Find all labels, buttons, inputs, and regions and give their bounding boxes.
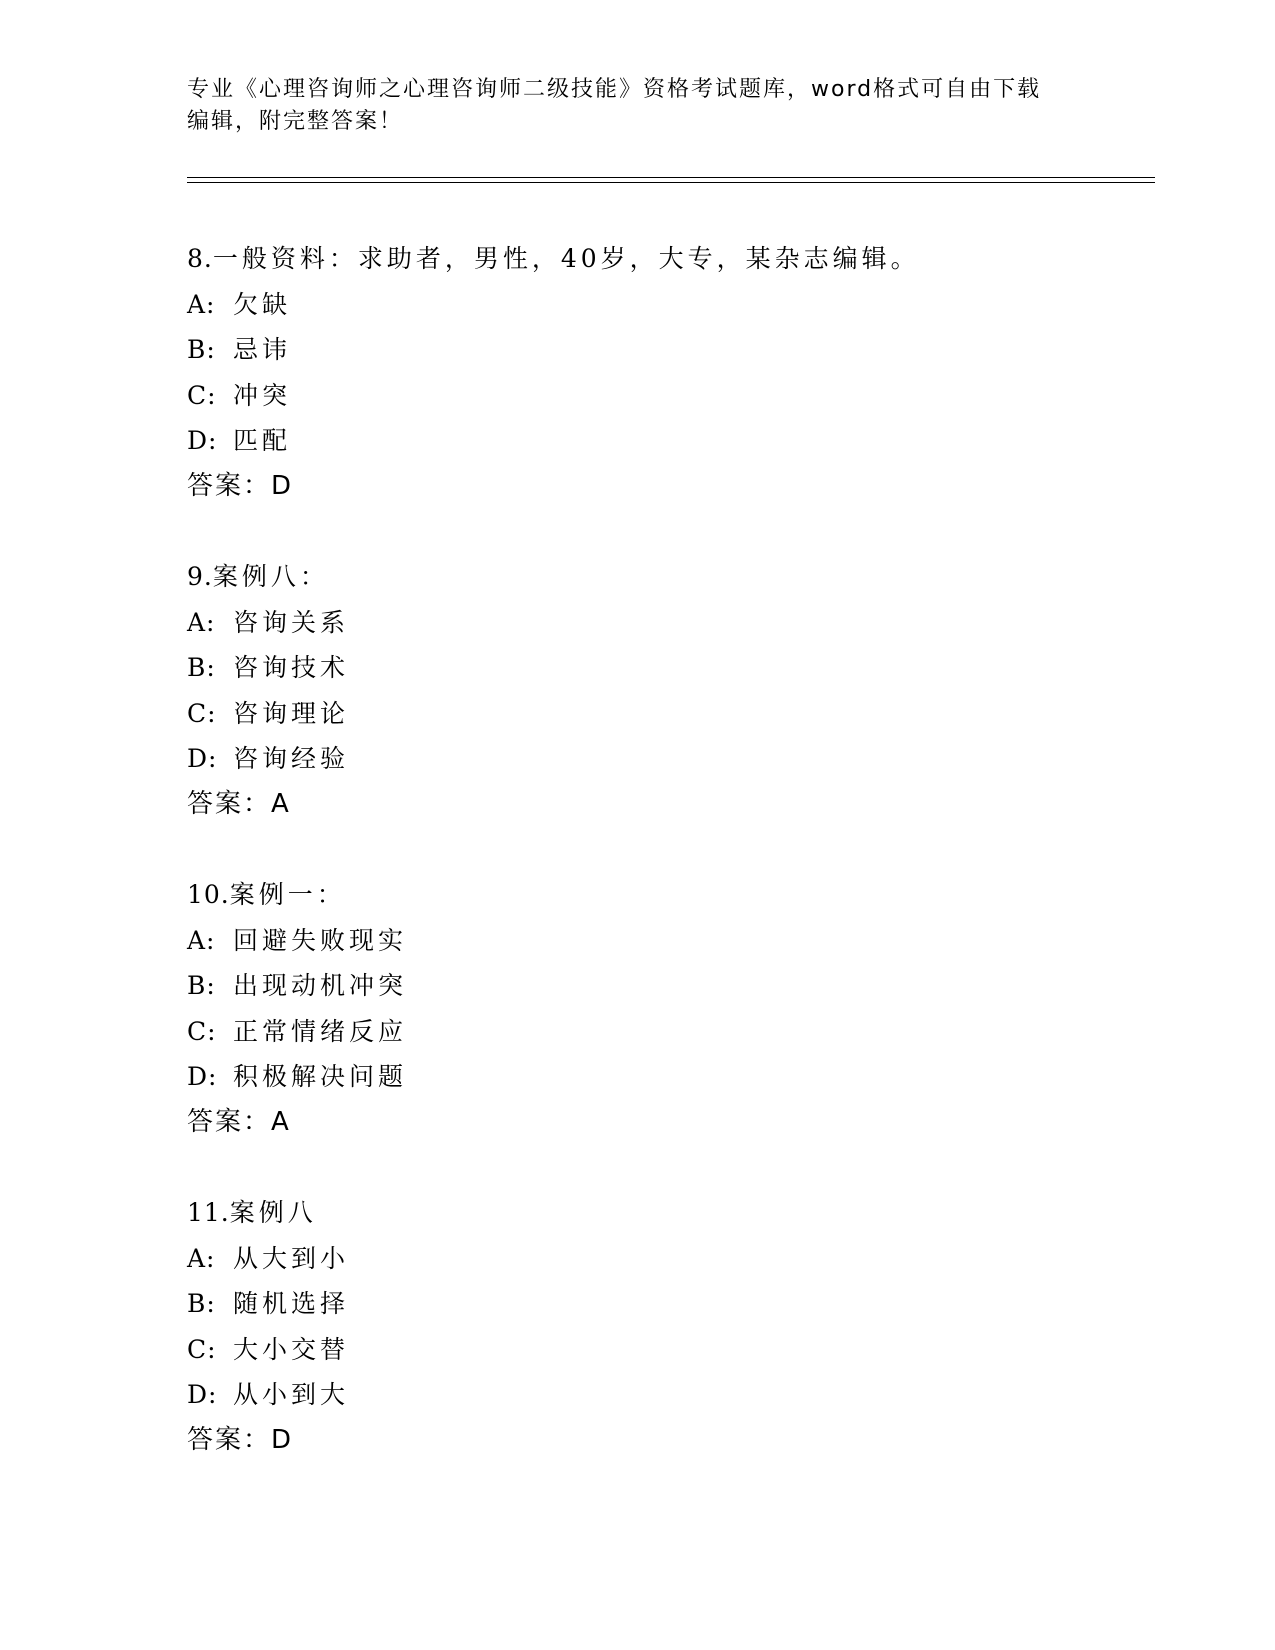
option-text: 咨询理论 xyxy=(233,698,350,728)
option-a xyxy=(187,600,1147,646)
option-text: 从大到小 xyxy=(233,1243,350,1273)
option-text: 欠缺 xyxy=(233,289,292,319)
option-d xyxy=(187,1372,1147,1418)
question-11 xyxy=(187,1190,1147,1463)
question-number: 8. xyxy=(187,244,213,273)
option-text: 正常情绪反应 xyxy=(233,1016,408,1046)
option-b xyxy=(187,327,1147,373)
option-key: A: xyxy=(187,1243,216,1273)
question-title xyxy=(187,554,1147,600)
option-d xyxy=(187,736,1147,782)
option-text: 随机选择 xyxy=(233,1289,350,1318)
option-key: C: xyxy=(187,1334,217,1364)
option-c xyxy=(187,1327,1147,1373)
document-header xyxy=(187,74,1087,138)
option-text: 回避失败现实 xyxy=(233,925,408,955)
option-key: A: xyxy=(187,925,216,955)
option-a xyxy=(187,918,1147,964)
option-text: 匹配 xyxy=(233,426,292,455)
option-text: 冲突 xyxy=(233,380,292,410)
option-text: 忌讳 xyxy=(233,335,292,364)
option-b xyxy=(187,645,1147,691)
option-text: 出现动机冲突 xyxy=(233,971,408,1000)
option-key: C: xyxy=(187,380,217,410)
question-number: 9. xyxy=(187,562,213,591)
question-title xyxy=(187,236,1147,282)
option-text: 大小交替 xyxy=(233,1334,350,1364)
option-text: 咨询技术 xyxy=(233,653,350,682)
option-key: D: xyxy=(187,1062,218,1091)
answer: 答案：D xyxy=(187,470,294,501)
option-d xyxy=(187,418,1147,464)
option-text: 咨询关系 xyxy=(233,607,350,637)
option-key: A: xyxy=(187,607,216,637)
option-key: C: xyxy=(187,698,217,728)
option-d xyxy=(187,1054,1147,1100)
option-key: B: xyxy=(187,653,216,682)
option-key: A: xyxy=(187,289,216,319)
question-10 xyxy=(187,872,1147,1145)
option-b xyxy=(187,1281,1147,1327)
question-text: 案例八 xyxy=(229,1198,317,1227)
option-a xyxy=(187,1236,1147,1282)
option-key: D: xyxy=(187,426,218,455)
option-c xyxy=(187,1009,1147,1055)
option-c xyxy=(187,691,1147,737)
answer: 答案：D xyxy=(187,1424,294,1455)
question-title xyxy=(187,1190,1147,1236)
question-number: 10. xyxy=(187,880,230,909)
option-key: D: xyxy=(187,1380,218,1409)
question-8 xyxy=(187,236,1147,509)
option-key: B: xyxy=(187,335,216,364)
question-title xyxy=(187,872,1147,918)
header-line-1: 专业《心理咨询师之心理咨询师二级技能》资格考试题库，word格式可自由下载 xyxy=(187,77,1042,102)
option-a xyxy=(187,282,1147,328)
option-key: B: xyxy=(187,971,216,1000)
option-b xyxy=(187,963,1147,1009)
answer: 答案：A xyxy=(187,1106,291,1137)
option-key: B: xyxy=(187,1289,216,1318)
option-key: C: xyxy=(187,1016,217,1046)
question-text: 一般资料：求助者，男性，40岁，大专，某杂志编辑。 xyxy=(212,244,920,273)
question-9 xyxy=(187,554,1147,827)
question-text: 案例八： xyxy=(212,562,329,591)
header-line-2: 编辑，附完整答案！ xyxy=(187,109,404,134)
answer: 答案：A xyxy=(187,788,291,819)
header-divider-bottom xyxy=(187,182,1155,183)
option-c xyxy=(187,373,1147,419)
option-text: 咨询经验 xyxy=(233,744,350,773)
option-key: D: xyxy=(187,744,218,773)
option-text: 积极解决问题 xyxy=(233,1062,408,1091)
question-number: 11. xyxy=(187,1198,230,1227)
question-list xyxy=(187,236,1147,1508)
header-divider-top xyxy=(187,177,1155,178)
question-text: 案例一： xyxy=(229,880,346,909)
option-text: 从小到大 xyxy=(233,1380,350,1409)
